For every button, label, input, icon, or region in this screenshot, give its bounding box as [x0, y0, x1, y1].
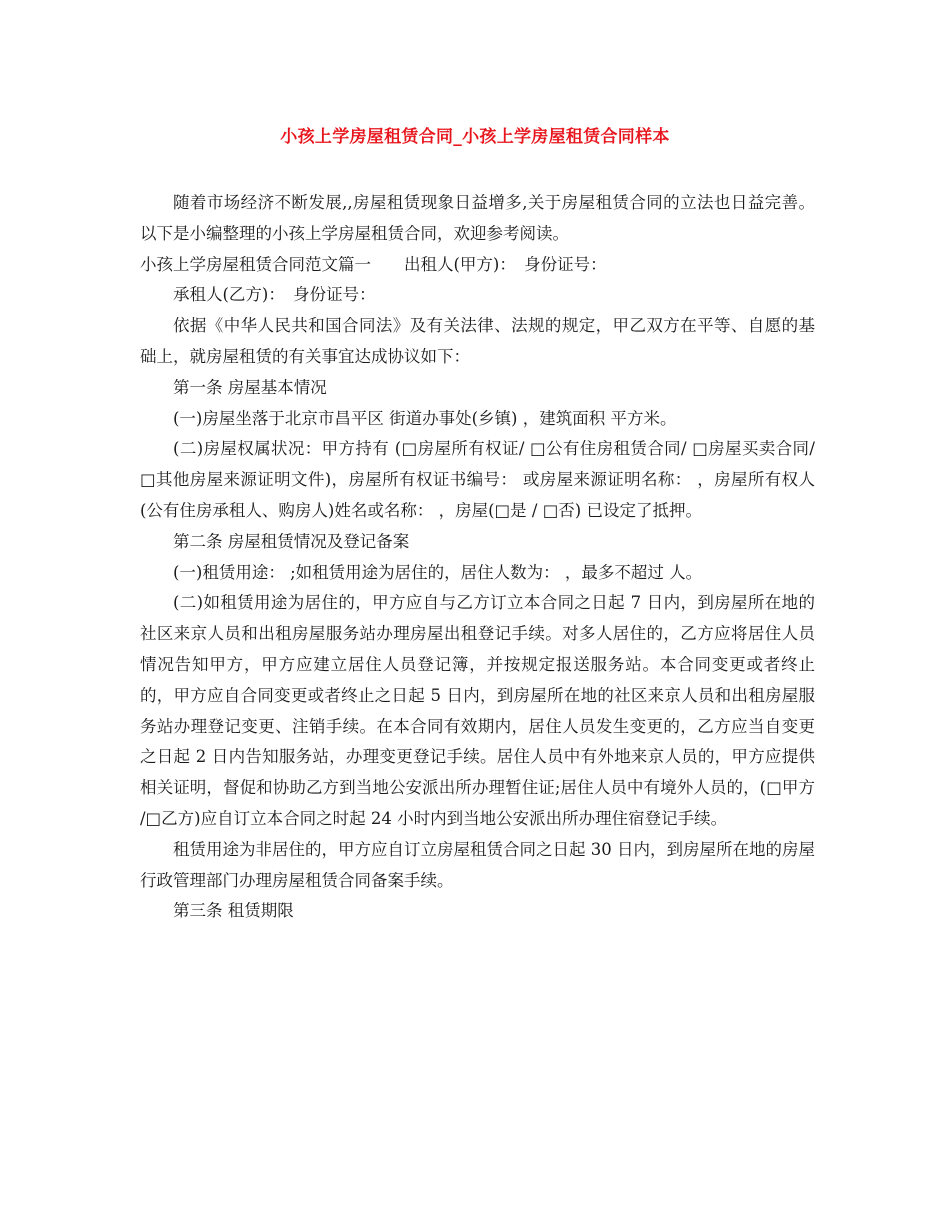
article-2-item-2: (二)如租赁用途为居住的，甲方应自与乙方订立本合同之日起 7 日内，到房屋所在地的社区来京人员和出租房屋服务站办理房屋出租登记手续。对多人居住的，乙方应将居住人员情况告知甲方，甲方应建立居住人员登记簿，并按规定报送服务站。本合同变更或者终止的，甲方应自合同变更或者终止之日起 5 日内，到房屋所在地的社区来京人员和出租房屋服务站办理登记变更、注销手续。在本合同有效期内，居住人员发生变更的，乙方应当自变更之日起 2 日内告知服务站，办理变更登记手续。居住人员中有外地来京人员的，甲方应提供相关证明，督促和协助乙方到当地公安派出所办理暂住证;居住人员中有境外人员的，(□甲方 /□乙方)应自订立本合同之时起 24 小时内到当地公安派出所办理住宿登记手续。 [140, 593, 815, 828]
article-1-item-2: (二)房屋权属状况：甲方持有 (□房屋所有权证/ □公有住房租赁合同/ □房屋买卖合同/ □其他房屋来源证明文件)，房屋所有权证书编号： 或房屋来源证明名称： ，房屋所有权人(公有住房承租人、购房人)姓名或名称： ，房屋(□是 / □否) 已设定了抵押。 [140, 439, 815, 520]
paragraph-lessee: 承租人(乙方)： 身份证号： [173, 285, 376, 305]
article-1-heading: 第一条 房屋基本情况 [173, 377, 327, 397]
document-body [140, 188, 815, 927]
article-3-heading: 第三条 租赁期限 [173, 901, 294, 921]
article-2-non-residential: 租赁用途为非居住的，甲方应自订立房屋租赁合同之日起 30 日内，到房屋所在地的房屋行政管理部门办理房屋租赁合同备案手续。 [140, 839, 815, 890]
paragraph-sample-heading: 小孩上学房屋租赁合同范文篇一 出租人(甲方)： 身份证号： [140, 254, 607, 274]
article-2-heading: 第二条 房屋租赁情况及登记备案 [173, 531, 410, 551]
article-2-item-1: (一)租赁用途： ;如租赁用途为居住的，居住人数为： ，最多不超过 人。 [173, 562, 703, 582]
paragraph-intro: 随着市场经济不断发展,,房屋租赁现象日益增多,关于房屋租赁合同的立法也日益完善。以下是小编整理的小孩上学房屋租赁合同，欢迎参考阅读。 [140, 193, 815, 243]
document-title: 小孩上学房屋租赁合同_小孩上学房屋租赁合同样本 [280, 127, 670, 147]
article-1-item-1: (一)房屋坐落于北京市昌平区 街道办事处(乡镇) ，建筑面积 平方米。 [173, 408, 677, 428]
paragraph-basis: 依据《中华人民共和国合同法》及有关法律、法规的规定，甲乙双方在平等、自愿的基础上，就房屋租赁的有关事宜达成协议如下： [140, 316, 815, 366]
